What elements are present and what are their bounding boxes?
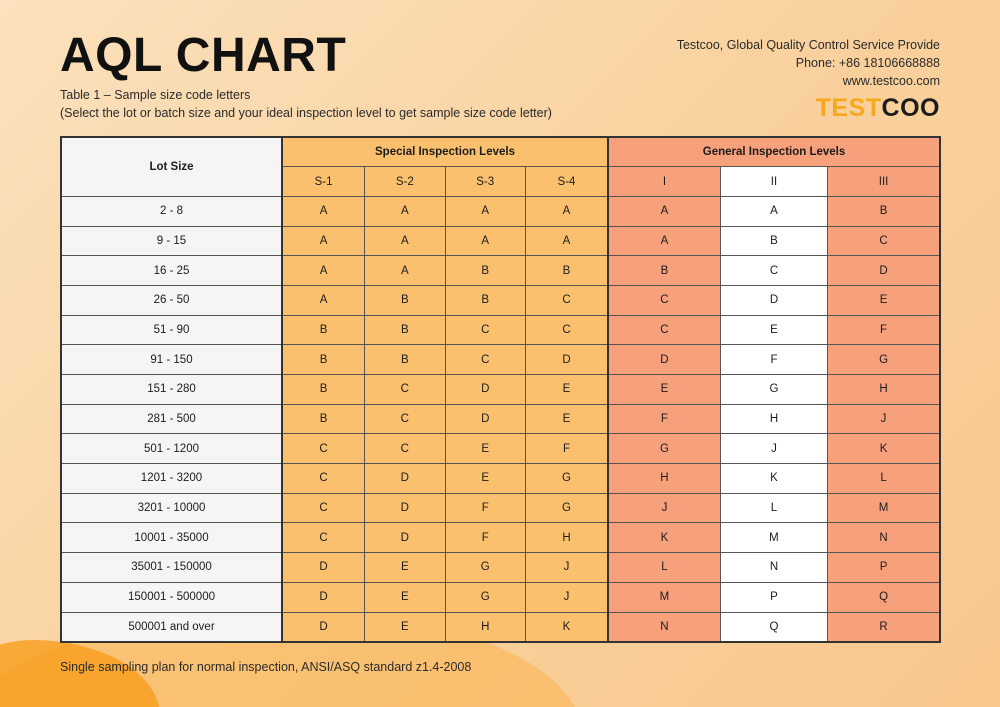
code-letter-cell: N: [720, 553, 827, 583]
code-letter-cell: C: [445, 345, 525, 375]
table-row: [61, 523, 940, 553]
code-letter-cell: A: [608, 196, 720, 226]
code-letter-cell: H: [720, 404, 827, 434]
lot-size-cell: 26 - 50: [61, 285, 282, 315]
lot-size-cell: 51 - 90: [61, 315, 282, 345]
code-letter-cell: B: [365, 285, 445, 315]
code-letter-cell: D: [365, 464, 445, 494]
code-letter-cell: J: [608, 493, 720, 523]
lot-size-cell: 9 - 15: [61, 226, 282, 256]
code-letter-cell: C: [525, 285, 608, 315]
logo-part-test: TEST: [815, 94, 882, 122]
table-body: [61, 196, 940, 641]
code-letter-cell: L: [608, 553, 720, 583]
code-letter-cell: K: [720, 464, 827, 494]
code-letter-cell: G: [720, 375, 827, 405]
code-letter-cell: C: [282, 434, 365, 464]
phone-number: Phone: +86 18106668888: [795, 56, 940, 70]
code-letter-cell: K: [525, 612, 608, 642]
logo-part-coo: COO: [881, 94, 940, 122]
code-letter-cell: J: [720, 434, 827, 464]
code-letter-cell: B: [282, 345, 365, 375]
code-letter-cell: C: [608, 315, 720, 345]
code-letter-cell: G: [525, 464, 608, 494]
code-letter-cell: C: [282, 464, 365, 494]
code-letter-cell: A: [525, 226, 608, 256]
code-letter-cell: H: [445, 612, 525, 642]
code-letter-cell: J: [828, 404, 940, 434]
code-letter-cell: Q: [720, 612, 827, 642]
code-letter-cell: A: [445, 226, 525, 256]
table-row: [61, 226, 940, 256]
lot-size-cell: 501 - 1200: [61, 434, 282, 464]
footer-note: Single sampling plan for normal inspection, ANSI/ASQ standard z1.4-2008: [60, 660, 472, 674]
code-letter-cell: E: [445, 464, 525, 494]
code-letter-cell: C: [828, 226, 940, 256]
code-letter-cell: D: [828, 256, 940, 286]
code-letter-cell: B: [608, 256, 720, 286]
code-letter-cell: F: [525, 434, 608, 464]
lot-size-cell: 1201 - 3200: [61, 464, 282, 494]
code-letter-cell: G: [828, 345, 940, 375]
code-letter-cell: B: [365, 315, 445, 345]
code-letter-cell: A: [608, 226, 720, 256]
code-letter-cell: N: [608, 612, 720, 642]
code-letter-cell: E: [828, 285, 940, 315]
table-row: [61, 256, 940, 286]
code-letter-cell: B: [525, 256, 608, 286]
code-letter-cell: E: [525, 404, 608, 434]
code-letter-cell: D: [445, 375, 525, 405]
code-letter-cell: C: [445, 315, 525, 345]
code-letter-cell: P: [720, 582, 827, 612]
code-letter-cell: G: [525, 493, 608, 523]
code-letter-cell: L: [720, 493, 827, 523]
code-letter-cell: H: [525, 523, 608, 553]
code-letter-cell: E: [365, 582, 445, 612]
lot-size-cell: 3201 - 10000: [61, 493, 282, 523]
code-letter-cell: A: [282, 285, 365, 315]
code-letter-cell: A: [720, 196, 827, 226]
page-title: AQL CHART: [60, 29, 347, 82]
code-letter-cell: D: [282, 582, 365, 612]
table-header-row: [61, 137, 940, 167]
code-letter-cell: A: [525, 196, 608, 226]
company-name: Testcoo, Global Quality Control Service Provide: [676, 38, 940, 52]
table-row: [61, 434, 940, 464]
table-row: [61, 285, 940, 315]
lot-size-cell: 2 - 8: [61, 196, 282, 226]
table-row: [61, 375, 940, 405]
lot-size-cell: 35001 - 150000: [61, 553, 282, 583]
level-header-general-iii: III: [828, 167, 940, 197]
code-letter-cell: H: [608, 464, 720, 494]
code-letter-cell: K: [608, 523, 720, 553]
code-letter-cell: G: [608, 434, 720, 464]
code-letter-cell: D: [282, 553, 365, 583]
code-letter-cell: B: [445, 256, 525, 286]
code-letter-cell: E: [720, 315, 827, 345]
code-letter-cell: E: [365, 553, 445, 583]
code-letter-cell: D: [445, 404, 525, 434]
general-levels-header: General Inspection Levels: [608, 137, 940, 167]
table-caption: Table 1 – Sample size code letters: [60, 88, 251, 102]
code-letter-cell: B: [282, 375, 365, 405]
level-header-s-1: S-1: [282, 167, 365, 197]
code-letter-cell: Q: [828, 582, 940, 612]
code-letter-cell: M: [608, 582, 720, 612]
code-letter-cell: A: [445, 196, 525, 226]
code-letter-cell: N: [828, 523, 940, 553]
code-letter-cell: C: [282, 523, 365, 553]
code-letter-cell: E: [525, 375, 608, 405]
lot-size-cell: 281 - 500: [61, 404, 282, 434]
code-letter-cell: C: [282, 493, 365, 523]
table-row: [61, 345, 940, 375]
level-header-general-ii: II: [720, 167, 827, 197]
code-letter-cell: F: [445, 523, 525, 553]
lot-size-cell: 151 - 280: [61, 375, 282, 405]
code-letter-cell: B: [365, 345, 445, 375]
level-header-s-3: S-3: [445, 167, 525, 197]
code-letter-cell: M: [828, 493, 940, 523]
code-letter-cell: D: [720, 285, 827, 315]
lot-size-cell: 150001 - 500000: [61, 582, 282, 612]
table-row: [61, 464, 940, 494]
code-letter-cell: R: [828, 612, 940, 642]
code-letter-cell: D: [365, 493, 445, 523]
table-row: [61, 196, 940, 226]
lot-size-cell: 10001 - 35000: [61, 523, 282, 553]
code-letter-cell: F: [828, 315, 940, 345]
code-letter-cell: C: [365, 404, 445, 434]
code-letter-cell: A: [365, 226, 445, 256]
table-row: [61, 582, 940, 612]
code-letter-cell: D: [282, 612, 365, 642]
special-levels-header: Special Inspection Levels: [282, 137, 608, 167]
code-letter-cell: E: [365, 612, 445, 642]
code-letter-cell: A: [282, 226, 365, 256]
code-letter-cell: B: [720, 226, 827, 256]
code-letter-cell: B: [282, 404, 365, 434]
code-letter-cell: C: [608, 285, 720, 315]
code-letter-cell: F: [445, 493, 525, 523]
level-header-s-4: S-4: [525, 167, 608, 197]
code-letter-cell: P: [828, 553, 940, 583]
code-letter-cell: D: [608, 345, 720, 375]
code-letter-cell: K: [828, 434, 940, 464]
level-header-general-i: I: [608, 167, 720, 197]
table-instructions: (Select the lot or batch size and your ideal inspection level to get sample size code letter): [60, 106, 552, 120]
table-row: [61, 315, 940, 345]
code-letter-cell: B: [282, 315, 365, 345]
code-letter-cell: F: [608, 404, 720, 434]
code-letter-cell: J: [525, 553, 608, 583]
code-letter-cell: G: [445, 582, 525, 612]
lot-size-cell: 91 - 150: [61, 345, 282, 375]
code-letter-cell: F: [720, 345, 827, 375]
code-letter-cell: B: [828, 196, 940, 226]
table-row: [61, 404, 940, 434]
code-letter-cell: J: [525, 582, 608, 612]
level-header-s-2: S-2: [365, 167, 445, 197]
code-letter-cell: H: [828, 375, 940, 405]
lot-size-header: Lot Size: [61, 137, 282, 196]
code-letter-cell: D: [525, 345, 608, 375]
lot-size-cell: 16 - 25: [61, 256, 282, 286]
code-letter-cell: D: [365, 523, 445, 553]
table-row: [61, 493, 940, 523]
code-letter-cell: A: [365, 256, 445, 286]
code-letter-cell: A: [282, 196, 365, 226]
code-letter-cell: C: [720, 256, 827, 286]
table-row: [61, 612, 940, 642]
code-letter-cell: A: [282, 256, 365, 286]
code-letter-cell: E: [445, 434, 525, 464]
code-letter-cell: E: [608, 375, 720, 405]
lot-size-cell: 500001 and over: [61, 612, 282, 642]
code-letter-cell: C: [365, 434, 445, 464]
code-letter-cell: L: [828, 464, 940, 494]
website-link[interactable]: www.testcoo.com: [842, 74, 940, 88]
code-letter-cell: C: [365, 375, 445, 405]
aql-table: [60, 136, 941, 643]
testcoo-logo: [816, 94, 940, 123]
table-row: [61, 553, 940, 583]
code-letter-cell: M: [720, 523, 827, 553]
code-letter-cell: C: [525, 315, 608, 345]
code-letter-cell: A: [365, 196, 445, 226]
code-letter-cell: B: [445, 285, 525, 315]
code-letter-cell: G: [445, 553, 525, 583]
